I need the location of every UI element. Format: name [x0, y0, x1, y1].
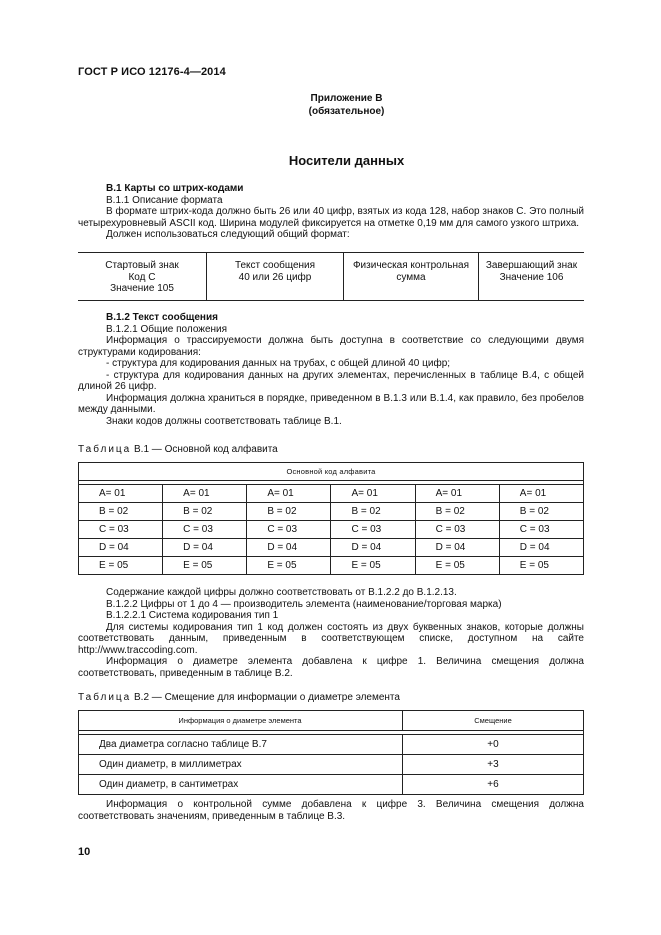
b12-subheading: В.1.2.1 Общие положения — [106, 323, 228, 335]
table-row — [79, 485, 584, 503]
table-cell: E = 05 — [331, 557, 415, 575]
appendix-title: Приложение В — [310, 93, 383, 104]
format-cell-checksum: Физическая контрольная сумма — [344, 253, 479, 301]
table-cell: D = 04 — [331, 539, 415, 557]
b122-paragraph: В.1.2.2.1 Система кодирования тип 1 — [106, 610, 279, 621]
table-cell: +6 — [403, 775, 584, 795]
table-cell: D = 04 — [163, 539, 247, 557]
b122-paragraph: В.1.2.2 Цифры от 1 до 4 — производитель элемента (наименование/торговая марка) — [106, 598, 502, 610]
diameter-offset-table — [78, 710, 584, 795]
table-row — [79, 539, 584, 557]
table-cell: +3 — [403, 755, 584, 775]
table-cell: E = 05 — [79, 557, 163, 575]
b1-paragraph: В формате штрих-кода должно быть 26 или 40 цифр, взятых из кода 128, набор знаков С. Это полный четырехуровневый ASCII код. Ширина модулей фиксируется на отметке 0,19 мм для самого узкого штриха. — [78, 206, 584, 229]
b12-paragraph: Информация о трассируемости должна быть доступна в соответствие со следующими двумя структурами кодирования: — [78, 335, 584, 358]
table-cell: B = 02 — [331, 503, 415, 521]
table-cell: A= 01 — [247, 485, 331, 503]
table-row — [78, 253, 584, 301]
table-cell: E = 05 — [163, 557, 247, 575]
table-cell: C = 03 — [79, 521, 163, 539]
table-cell: D = 04 — [499, 539, 583, 557]
table-cell: B = 02 — [415, 503, 499, 521]
table-cell: A= 01 — [331, 485, 415, 503]
table-cell: B = 02 — [79, 503, 163, 521]
format-cell-start: Стартовый знак Код С Значение 105 — [105, 260, 179, 294]
table1-caption: Таблица В.1 — Основной код алфавита — [78, 444, 278, 455]
checksum-paragraph: Информация о контрольной сумме добавлена к цифре 3. Величина смещения должна соответствовать значениям, приведенным в таблице В.3. — [78, 799, 584, 822]
table-cell: E = 05 — [247, 557, 331, 575]
table-cell: E = 05 — [499, 557, 583, 575]
b12-paragraph: Информация должна храниться в порядке, приведенном в В.1.3 или В.1.4, как правило, без пробелов между данными. — [78, 392, 584, 415]
table-cell: B = 02 — [163, 503, 247, 521]
b12-paragraph: Знаки кодов должны соответствовать таблице В.1. — [106, 415, 342, 427]
b12-heading: В.1.2 Текст сообщения — [106, 312, 218, 323]
table-cell: C = 03 — [163, 521, 247, 539]
table-cell: D = 04 — [415, 539, 499, 557]
table-cell: A= 01 — [163, 485, 247, 503]
table-cell: D = 04 — [79, 539, 163, 557]
alphabet-table — [78, 462, 584, 575]
table-header: Смещение — [403, 711, 584, 731]
table-row — [79, 735, 584, 755]
table-cell: C = 03 — [331, 521, 415, 539]
table-row — [79, 503, 584, 521]
b122-paragraph: Информация о диаметре элемента добавлена к цифре 1. Величина смещения должна соответствовать, приведенным в таблице В.2. — [78, 656, 584, 679]
table-cell: A= 01 — [415, 485, 499, 503]
b1-paragraph: Должен использоваться следующий общий формат: — [106, 229, 350, 240]
section-checksum — [78, 799, 584, 822]
appendix-status: (обязательное) — [308, 106, 385, 117]
table-cell: Два диаметра согласно таблице В.7 — [79, 735, 403, 755]
table-header-row — [79, 463, 584, 481]
table-row — [79, 521, 584, 539]
appendix-heading — [0, 92, 661, 118]
section-b122 — [78, 587, 584, 679]
table-header-row — [79, 711, 584, 731]
b1-heading: В.1 Карты со штрих-кодами — [106, 183, 244, 194]
table-cell: Один диаметр, в сантиметрах — [79, 775, 403, 795]
section-b12 — [78, 312, 584, 427]
b122-paragraph: Содержание каждой цифры должно соответствовать от В.1.2.2 до В.1.2.13. — [106, 587, 457, 598]
table-cell: C = 03 — [415, 521, 499, 539]
format-cell-message: Текст сообщения 40 или 26 цифр — [207, 253, 344, 301]
table-row — [79, 755, 584, 775]
table-cell: C = 03 — [499, 521, 583, 539]
table-cell: A= 01 — [499, 485, 583, 503]
table-header: Основной код алфавита — [79, 463, 584, 481]
format-table — [78, 252, 584, 301]
standard-header: ГОСТ Р ИСО 12176-4—2014 — [78, 66, 226, 78]
table-cell: Один диаметр, в миллиметрах — [79, 755, 403, 775]
table-cell: E = 05 — [415, 557, 499, 575]
table-cell: C = 03 — [247, 521, 331, 539]
table-cell: D = 04 — [247, 539, 331, 557]
b122-paragraph: Для системы кодирования тип 1 код должен состоять из двух буквенных знаков, которые должны соответствовать данным, приведенным в соответствующем списке, доступном на сайте http://www.traccoding.com. — [78, 621, 584, 656]
page-number: 10 — [78, 846, 91, 858]
list-item: - структура для кодирования данных на других элементах, перечисленных в таблице В.4, с общей длиной 26 цифр. — [78, 369, 584, 392]
section-b1 — [78, 183, 584, 241]
table-row — [79, 557, 584, 575]
table-cell: A= 01 — [79, 485, 163, 503]
table-cell: +0 — [403, 735, 584, 755]
table-header: Информация о диаметре элемента — [79, 711, 403, 731]
format-cell-stop: Завершающий знак Значение 106 — [479, 253, 585, 301]
b1-subheading: В.1.1 Описание формата — [106, 194, 223, 206]
table2-caption: Таблица В.2 — Смещение для информации о диаметре элемента — [78, 692, 400, 703]
table-cell: B = 02 — [499, 503, 583, 521]
table-cell: B = 02 — [247, 503, 331, 521]
table-row — [79, 775, 584, 795]
list-item: - структура для кодирования данных на трубах, с общей длиной 40 цифр; — [106, 358, 451, 369]
section-title: Носители данных — [288, 153, 405, 168]
